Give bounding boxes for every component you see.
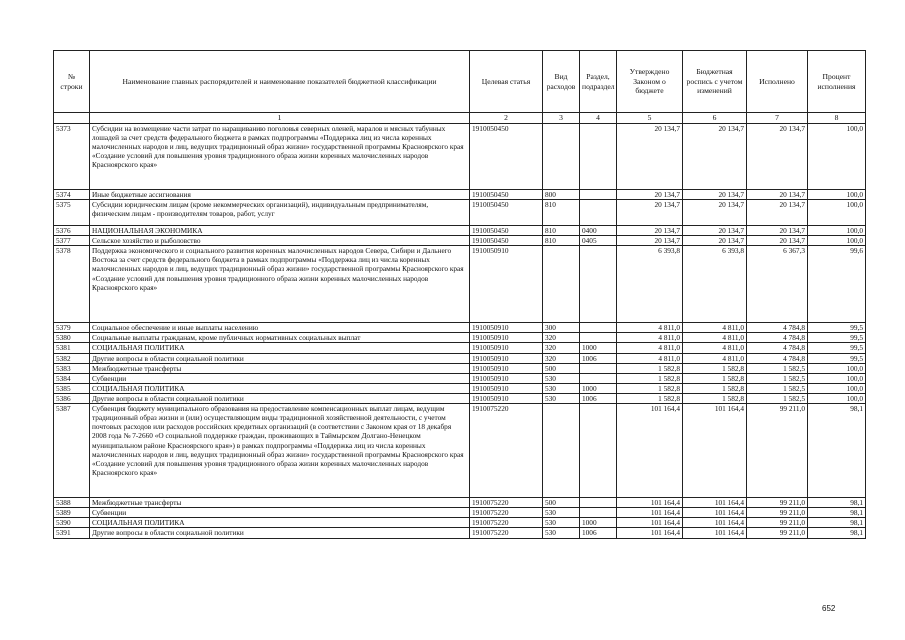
budget-list-amount: 20 134,7 (683, 123, 747, 189)
execution-percent: 100,0 (808, 123, 866, 189)
target-article: 1910050450 (470, 225, 543, 235)
budget-list-amount: 101 164,4 (683, 518, 747, 528)
target-article: 1910075220 (470, 518, 543, 528)
approved-amount: 1 582,8 (617, 363, 683, 373)
expense-type: 810 (543, 236, 580, 246)
executed-amount: 20 134,7 (747, 189, 808, 199)
approved-amount: 20 134,7 (617, 189, 683, 199)
row-name: Социальное обеспечение и иные выплаты населению (90, 323, 470, 333)
expense-type: 320 (543, 353, 580, 363)
row-number: 5385 (54, 383, 90, 393)
section-code (580, 498, 617, 508)
target-article: 1910050450 (470, 236, 543, 246)
column-number: 1 (90, 113, 470, 124)
budget-list-amount: 1 582,8 (683, 373, 747, 383)
executed-amount: 6 367,3 (747, 246, 808, 323)
executed-amount: 20 134,7 (747, 123, 808, 189)
section-code: 1000 (580, 518, 617, 528)
row-name: СОЦИАЛЬНАЯ ПОЛИТИКА (90, 343, 470, 353)
table-row (54, 373, 866, 383)
header-razdel: Раздел, подраздел (580, 51, 617, 113)
table-row (54, 508, 866, 518)
section-code (580, 123, 617, 189)
target-article: 1910050910 (470, 333, 543, 343)
execution-percent: 99,5 (808, 343, 866, 353)
row-number: 5381 (54, 343, 90, 353)
page-number: 652 (822, 604, 836, 613)
execution-percent: 100,0 (808, 363, 866, 373)
section-code: 1006 (580, 393, 617, 403)
row-number: 5382 (54, 353, 90, 363)
execution-percent: 100,0 (808, 199, 866, 225)
expense-type: 530 (543, 373, 580, 383)
row-name: Другие вопросы в области социальной политики (90, 393, 470, 403)
table-row (54, 518, 866, 528)
table-row (54, 123, 866, 189)
budget-list-amount: 1 582,8 (683, 363, 747, 373)
execution-percent: 99,5 (808, 323, 866, 333)
section-code (580, 189, 617, 199)
table-row (54, 353, 866, 363)
executed-amount: 4 784,8 (747, 333, 808, 343)
table-body (54, 123, 866, 538)
executed-amount: 4 784,8 (747, 343, 808, 353)
execution-percent: 100,0 (808, 189, 866, 199)
row-name: Субсидии на возмещение части затрат по наращиванию поголовья северных оленей, маралов и мясных табунных лошадей за счет средств федерального бюджета в рамках подпрограммы «Поддержка лиц из числа коренных малочисленных народов и лиц, ведущих традиционный образ жизни» государственной программы Красноярского края «Создание условий для повышения уровня традиционного образа жизни коренных малочисленных народов Красноярского края» (90, 123, 470, 189)
execution-percent: 100,0 (808, 236, 866, 246)
target-article: 1910075220 (470, 404, 543, 498)
budget-list-amount: 20 134,7 (683, 189, 747, 199)
row-number: 5376 (54, 225, 90, 235)
expense-type: 530 (543, 518, 580, 528)
header-approved: Утверждено Законом о бюджете (617, 51, 683, 113)
section-code (580, 404, 617, 498)
expense-type: 810 (543, 199, 580, 225)
execution-percent: 100,0 (808, 225, 866, 235)
table-row (54, 333, 866, 343)
expense-type: 800 (543, 189, 580, 199)
approved-amount: 101 164,4 (617, 518, 683, 528)
budget-list-amount: 4 811,0 (683, 343, 747, 353)
executed-amount: 99 211,0 (747, 508, 808, 518)
target-article: 1910050450 (470, 123, 543, 189)
executed-amount: 1 582,5 (747, 373, 808, 383)
budget-list-amount: 20 134,7 (683, 225, 747, 235)
table-row (54, 528, 866, 538)
approved-amount: 6 393,8 (617, 246, 683, 323)
row-name: Иные бюджетные ассигнования (90, 189, 470, 199)
row-name: Субсидии юридическим лицам (кроме некоммерческих организаций), индивидуальным предпринимателям, физическим лицам - производителям товаров, работ, услуг (90, 199, 470, 225)
approved-amount: 101 164,4 (617, 404, 683, 498)
row-name: НАЦИОНАЛЬНАЯ ЭКОНОМИКА (90, 225, 470, 235)
budget-execution-table (53, 50, 866, 539)
approved-amount: 101 164,4 (617, 508, 683, 518)
target-article: 1910050910 (470, 383, 543, 393)
table-row (54, 383, 866, 393)
header-vid: Вид расходов (543, 51, 580, 113)
executed-amount: 99 211,0 (747, 528, 808, 538)
execution-percent: 98,1 (808, 528, 866, 538)
budget-list-amount: 1 582,8 (683, 383, 747, 393)
section-code: 1006 (580, 353, 617, 363)
executed-amount: 4 784,8 (747, 323, 808, 333)
row-number: 5389 (54, 508, 90, 518)
row-name: Субвенции (90, 508, 470, 518)
target-article: 1910075220 (470, 508, 543, 518)
row-number: 5383 (54, 363, 90, 373)
approved-amount: 4 811,0 (617, 343, 683, 353)
target-article: 1910050450 (470, 189, 543, 199)
table-row (54, 189, 866, 199)
budget-list-amount: 1 582,8 (683, 393, 747, 403)
budget-list-amount: 101 164,4 (683, 498, 747, 508)
header-row-no: № строки (54, 51, 90, 113)
table-row (54, 246, 866, 323)
budget-list-amount: 4 811,0 (683, 353, 747, 363)
target-article: 1910050910 (470, 363, 543, 373)
execution-percent: 98,1 (808, 498, 866, 508)
row-name: СОЦИАЛЬНАЯ ПОЛИТИКА (90, 383, 470, 393)
executed-amount: 99 211,0 (747, 404, 808, 498)
execution-percent: 98,1 (808, 404, 866, 498)
column-number: 5 (617, 113, 683, 124)
execution-percent: 98,1 (808, 518, 866, 528)
header-budget-list: Бюджетная роспись с учетом изменений (683, 51, 747, 113)
row-number: 5390 (54, 518, 90, 528)
row-number: 5378 (54, 246, 90, 323)
approved-amount: 1 582,8 (617, 383, 683, 393)
row-name: Социальные выплаты гражданам, кроме публичных нормативных социальных выплат (90, 333, 470, 343)
target-article: 1910075220 (470, 528, 543, 538)
row-number: 5388 (54, 498, 90, 508)
executed-amount: 1 582,5 (747, 383, 808, 393)
row-number: 5386 (54, 393, 90, 403)
execution-percent: 100,0 (808, 393, 866, 403)
row-name: Субвенция бюджету муниципального образования на предоставление компенсационных выплат лицам, ведущим традиционный образ жизни и (или) осуществляющим виды традиционной хозяйственной деятельности, с учетом почтовых расходов или расходов российских кредитных организаций (в соответствии с Законом края от 18 декабря 2008 года № 7-2660 «О социальной поддержке граждан, проживающих в Таймырском Долгано-Ненецком муниципальном районе Красноярского края») в рамках подпрограммы «Поддержка лиц из числа коренных малочисленных народов и лиц, ведущих традиционный образ жизни» государственной программы Красноярского края «Создание условий для повышения уровня традиционного образа жизни коренных малочисленных народов Красноярского края» (90, 404, 470, 498)
section-code (580, 508, 617, 518)
expense-type (543, 246, 580, 323)
executed-amount: 99 211,0 (747, 498, 808, 508)
section-code: 1000 (580, 343, 617, 353)
row-name: Поддержка экономического и социального развития коренных малочисленных народов Севера, Сибири и Дальнего Востока за счет средств федерального бюджета в рамках подпрограммы «Поддержка лиц из числа коренных малочисленных народов и лиц, ведущих традиционный образ жизни» государственной программы Красноярского края «Создание условий для повышения уровня традиционного образа жизни коренных малочисленных народов Красноярского края» (90, 246, 470, 323)
target-article: 1910075220 (470, 498, 543, 508)
execution-percent: 99,5 (808, 333, 866, 343)
column-number: 2 (470, 113, 543, 124)
expense-type: 500 (543, 498, 580, 508)
row-name: Другие вопросы в области социальной политики (90, 528, 470, 538)
executed-amount: 20 134,7 (747, 225, 808, 235)
row-number: 5375 (54, 199, 90, 225)
approved-amount: 4 811,0 (617, 353, 683, 363)
budget-list-amount: 101 164,4 (683, 508, 747, 518)
target-article: 1910050910 (470, 246, 543, 323)
section-code: 0400 (580, 225, 617, 235)
header-percent: Процент исполнения (808, 51, 866, 113)
approved-amount: 20 134,7 (617, 123, 683, 189)
row-number: 5380 (54, 333, 90, 343)
row-name: СОЦИАЛЬНАЯ ПОЛИТИКА (90, 518, 470, 528)
section-code: 1006 (580, 528, 617, 538)
expense-type: 530 (543, 528, 580, 538)
row-name: Межбюджетные трансферты (90, 498, 470, 508)
column-number: 4 (580, 113, 617, 124)
column-number: 3 (543, 113, 580, 124)
approved-amount: 4 811,0 (617, 333, 683, 343)
row-number: 5384 (54, 373, 90, 383)
expense-type: 810 (543, 225, 580, 235)
executed-amount: 1 582,5 (747, 393, 808, 403)
column-number: 7 (747, 113, 808, 124)
budget-list-amount: 4 811,0 (683, 333, 747, 343)
expense-type (543, 404, 580, 498)
budget-list-amount: 20 134,7 (683, 199, 747, 225)
execution-percent: 99,5 (808, 353, 866, 363)
row-name: Сельское хозяйство и рыболовство (90, 236, 470, 246)
row-name: Другие вопросы в области социальной политики (90, 353, 470, 363)
approved-amount: 20 134,7 (617, 199, 683, 225)
row-number: 5374 (54, 189, 90, 199)
approved-amount: 1 582,8 (617, 373, 683, 383)
expense-type: 530 (543, 383, 580, 393)
section-code: 0405 (580, 236, 617, 246)
header-target: Целевая статья (470, 51, 543, 113)
approved-amount: 101 164,4 (617, 498, 683, 508)
expense-type: 530 (543, 393, 580, 403)
executed-amount: 20 134,7 (747, 199, 808, 225)
table-row (54, 498, 866, 508)
section-code (580, 199, 617, 225)
row-number: 5373 (54, 123, 90, 189)
target-article: 1910050910 (470, 373, 543, 383)
header-executed: Исполнено (747, 51, 808, 113)
table-row (54, 343, 866, 353)
target-article: 1910050910 (470, 323, 543, 333)
table-row (54, 363, 866, 373)
section-code (580, 333, 617, 343)
row-name: Межбюджетные трансферты (90, 363, 470, 373)
column-number: 6 (683, 113, 747, 124)
budget-list-amount: 101 164,4 (683, 528, 747, 538)
table-row (54, 393, 866, 403)
budget-list-amount: 4 811,0 (683, 323, 747, 333)
section-code (580, 363, 617, 373)
expense-type: 320 (543, 333, 580, 343)
header-row (54, 51, 866, 113)
expense-type: 530 (543, 508, 580, 518)
expense-type: 500 (543, 363, 580, 373)
section-code (580, 323, 617, 333)
column-number-empty (54, 113, 90, 124)
table-row (54, 225, 866, 235)
budget-list-amount: 20 134,7 (683, 236, 747, 246)
row-number: 5391 (54, 528, 90, 538)
executed-amount: 99 211,0 (747, 518, 808, 528)
executed-amount: 1 582,5 (747, 363, 808, 373)
table-row (54, 199, 866, 225)
execution-percent: 100,0 (808, 373, 866, 383)
row-number: 5387 (54, 404, 90, 498)
approved-amount: 20 134,7 (617, 225, 683, 235)
row-name: Субвенции (90, 373, 470, 383)
approved-amount: 101 164,4 (617, 528, 683, 538)
table-row (54, 404, 866, 498)
target-article: 1910050910 (470, 353, 543, 363)
target-article: 1910050450 (470, 199, 543, 225)
column-number: 8 (808, 113, 866, 124)
section-code (580, 246, 617, 323)
target-article: 1910050910 (470, 393, 543, 403)
execution-percent: 99,6 (808, 246, 866, 323)
section-code: 1000 (580, 383, 617, 393)
executed-amount: 20 134,7 (747, 236, 808, 246)
execution-percent: 98,1 (808, 508, 866, 518)
expense-type: 300 (543, 323, 580, 333)
table-row (54, 236, 866, 246)
budget-list-amount: 101 164,4 (683, 404, 747, 498)
approved-amount: 1 582,8 (617, 393, 683, 403)
section-code (580, 373, 617, 383)
executed-amount: 4 784,8 (747, 353, 808, 363)
header-name: Наименование главных распорядителей и наименование показателей бюджетной классификации (90, 51, 470, 113)
expense-type: 320 (543, 343, 580, 353)
target-article: 1910050910 (470, 343, 543, 353)
approved-amount: 20 134,7 (617, 236, 683, 246)
approved-amount: 4 811,0 (617, 323, 683, 333)
column-number-row (54, 113, 866, 124)
row-number: 5377 (54, 236, 90, 246)
execution-percent: 100,0 (808, 383, 866, 393)
table-row (54, 323, 866, 333)
budget-list-amount: 6 393,8 (683, 246, 747, 323)
row-number: 5379 (54, 323, 90, 333)
expense-type (543, 123, 580, 189)
